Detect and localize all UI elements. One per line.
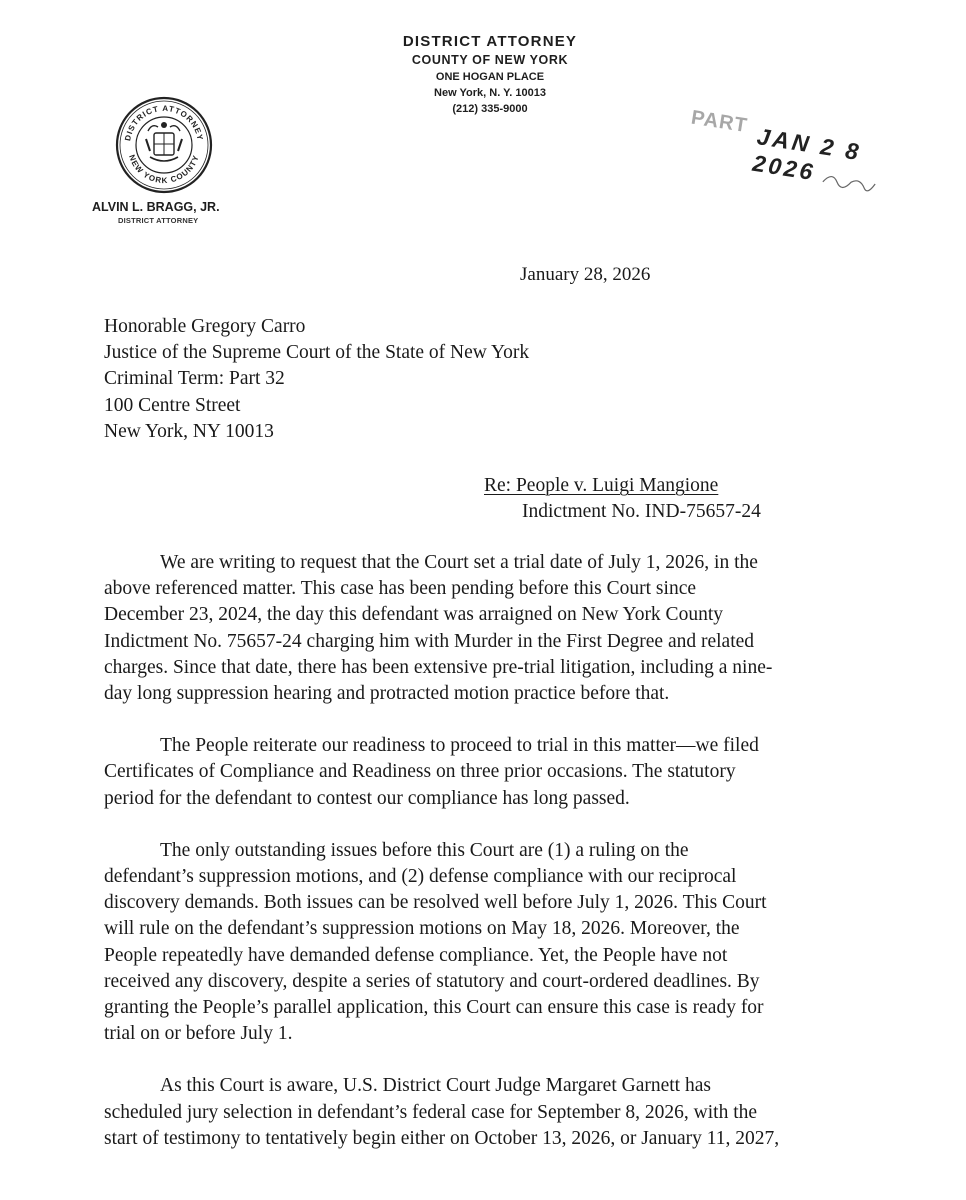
body-line: trial on or before July 1. xyxy=(104,1023,293,1045)
body-line: received any discovery, despite a series of statutory and court-ordered deadlines. By xyxy=(104,970,760,992)
letterhead-phone: (212) 335-9000 xyxy=(452,103,528,115)
letterhead-office: DISTRICT ATTORNEY xyxy=(402,33,578,50)
body-line: People repeatedly have demanded defense compliance. Yet, the People have not xyxy=(104,944,728,966)
received-stamp-part: PART xyxy=(689,106,750,138)
body-line: start of testimony to tentatively begin either on October 13, 2026, or January 11, 2027, xyxy=(104,1127,780,1149)
letterhead-address-1: ONE HOGAN PLACE xyxy=(435,71,545,83)
body-paragraph xyxy=(104,1073,864,1152)
body-line: Indictment No. 75657-24 charging him with Murder in the First Degree and related xyxy=(104,630,755,652)
body-paragraph xyxy=(104,838,864,1048)
body-line: The People reiterate our readiness to proceed to trial in this matter—we filed xyxy=(160,735,759,757)
body-line: charges. Since that date, there has been extensive pre-trial litigation, including a nine- xyxy=(104,656,773,678)
received-stamp-date: JAN 2 8 2026 xyxy=(750,123,864,186)
body-line: scheduled jury selection in defendant’s federal case for September 8, 2026, with the xyxy=(104,1101,758,1123)
body-line: As this Court is aware, U.S. District Court Judge Margaret Garnett has xyxy=(160,1075,711,1097)
body-line: above referenced matter. This case has been pending before this Court since xyxy=(104,578,696,600)
body-line: defendant’s suppression motions, and (2) defense compliance with our reciprocal xyxy=(104,866,737,888)
body-line: December 23, 2024, the day this defendant was arraigned on New York County xyxy=(104,604,723,626)
letter-date: January 28, 2026 xyxy=(520,264,651,285)
district-attorney-seal xyxy=(110,95,218,195)
indictment-number: Indictment No. IND-75657-24 xyxy=(522,501,761,522)
body-line: discovery demands. Both issues can be resolved well before July 1, 2026. This Court xyxy=(104,892,767,914)
addressee-line: New York, NY 10013 xyxy=(104,420,274,442)
body-line: day long suppression hearing and protracted motion practice before that. xyxy=(104,683,670,705)
addressee-block xyxy=(104,314,529,445)
seal-text-top: DISTRICT ATTORNEY xyxy=(123,103,205,142)
letter-body xyxy=(104,550,864,1178)
addressee-line: 100 Centre Street xyxy=(104,394,241,416)
letterhead xyxy=(290,32,690,117)
seal-text-bottom: NEW YORK COUNTY xyxy=(127,153,201,186)
body-line: granting the People’s parallel application, this Court can ensure this case is ready for xyxy=(104,997,764,1019)
district-attorney-title: DISTRICT ATTORNEY xyxy=(118,216,199,225)
body-paragraph xyxy=(104,733,864,812)
body-line: Certificates of Compliance and Readiness on three prior occasions. The statutory xyxy=(104,761,736,783)
addressee-line: Criminal Term: Part 32 xyxy=(104,368,285,390)
body-line: will rule on the defendant’s suppression motions on May 18, 2026. Moreover, the xyxy=(104,918,740,940)
body-line: We are writing to request that the Court set a trial date of July 1, 2026, in the xyxy=(160,552,758,573)
received-stamp xyxy=(676,100,897,222)
district-attorney-name: ALVIN L. BRAGG, JR. xyxy=(92,200,220,214)
body-paragraph xyxy=(104,550,864,707)
re-block xyxy=(484,473,761,525)
re-line: Re: People v. Luigi Mangione xyxy=(484,475,719,496)
body-line: period for the defendant to contest our compliance has long passed. xyxy=(104,787,630,809)
letterhead-address-2: New York, N. Y. 10013 xyxy=(434,87,546,99)
letterhead-county: COUNTY OF NEW YORK xyxy=(411,53,569,67)
addressee-line: Justice of the Supreme Court of the State of New York xyxy=(104,342,530,364)
addressee-line: Honorable Gregory Carro xyxy=(104,316,306,337)
body-line: The only outstanding issues before this Court are (1) a ruling on the xyxy=(160,839,689,861)
